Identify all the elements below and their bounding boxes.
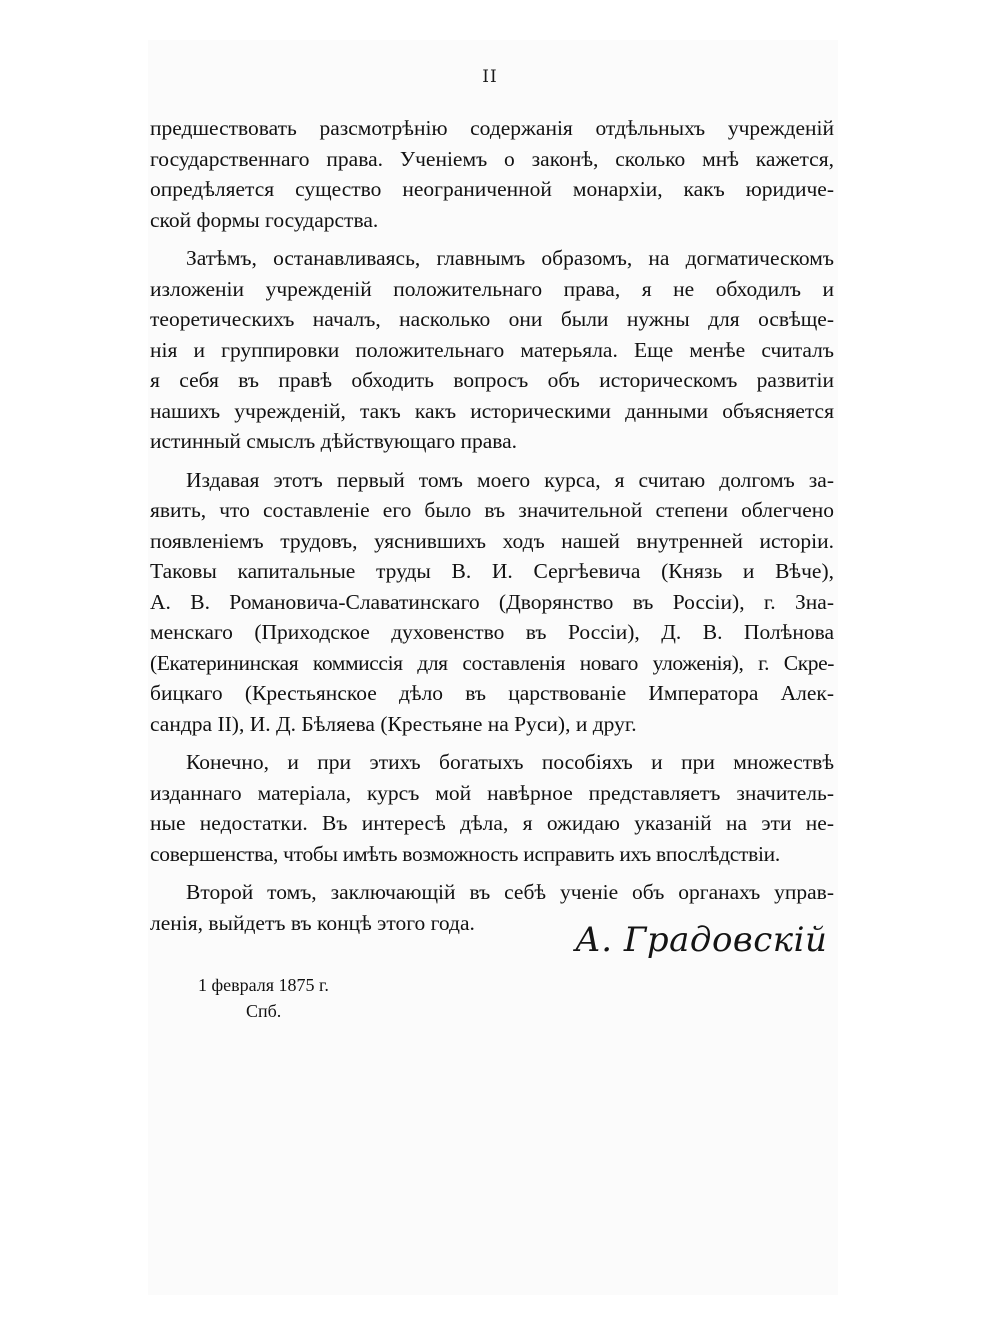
text-line: изложеніи учрежденій положительнаго права, я не обходилъ и xyxy=(150,276,834,301)
text-line: Таковы капитальные труды В. И. Сергѣевича (Князь и Вѣче), xyxy=(150,559,834,583)
text-line: ской формы государства. xyxy=(150,207,379,232)
dateline xyxy=(198,972,329,1024)
handwritten-signature xyxy=(575,920,828,980)
paragraph xyxy=(150,747,834,869)
text-line: Издавая этотъ первый томъ моего курса, я считаю долгомъ за- xyxy=(186,467,834,492)
text-line: я себя въ правѣ обходить вопросъ объ историческомъ развитіи xyxy=(150,368,834,392)
text-line: бицкаго (Крестьянское дѣло въ царствованіе Императора Алек- xyxy=(150,681,834,705)
signature-text: А. Градовскій xyxy=(575,920,828,960)
paragraph xyxy=(150,243,834,457)
text-line: менскаго (Приходское духовенство въ Россіи), Д. В. Полѣнова xyxy=(150,620,834,644)
text-line: предшествовать разсмотрѣнію содержанія отдѣльныхъ учрежденій xyxy=(150,116,834,140)
text-line: (Екатерининская коммиссія для составленія новаго уложенія), г. Скре- xyxy=(150,650,834,675)
text-line: появленіемъ трудовъ, уяснившихъ ходъ нашей внутренней исторіи. xyxy=(150,528,834,553)
text-line: Второй томъ, заключающій въ себѣ ученіе объ органахъ управ- xyxy=(186,880,834,904)
text-line: нія и группировки положительнаго матерьяла. Еще менѣе считалъ xyxy=(150,337,834,362)
paragraph xyxy=(150,465,834,740)
text-line: государственнаго права. Ученіемъ о законѣ, сколько мнѣ кажется, xyxy=(150,146,834,171)
paragraph xyxy=(150,113,834,235)
text-line: изданнаго матеріала, курсъ мой навѣрное представляетъ значитель- xyxy=(150,780,834,805)
text-line: явить, что составленіе его было въ значительной степени облегчено xyxy=(150,498,834,522)
text-line: Конечно, и при этихъ богатыхъ пособіяхъ и при множествѣ xyxy=(186,750,834,774)
text-line: Затѣмъ, останавливаясь, главнымъ образомъ, на догматическомъ xyxy=(186,246,834,270)
text-line: опредѣляется существо неограниченной монархіи, какъ юридиче- xyxy=(150,177,834,201)
place-text: Спб. xyxy=(246,1001,282,1021)
page-number: II xyxy=(482,67,498,87)
text-line: ленія, выйдетъ въ концѣ этого года. xyxy=(150,910,475,935)
date-text: 1 февраля 1875 г. xyxy=(198,975,329,995)
text-line: истинный смыслъ дѣйствующаго права. xyxy=(150,429,518,453)
text-line: совершенства, чтобы имѣть возможность исправить ихъ впослѣдствіи. xyxy=(150,841,780,866)
body-text xyxy=(150,113,834,938)
text-line: А. В. Романовича-Славатинскаго (Дворянство въ Россіи), г. Зна- xyxy=(150,589,834,614)
text-line: теоретическихъ началъ, насколько они были нужны для освѣще- xyxy=(150,307,834,331)
text-line: ные недостатки. Въ интересѣ дѣла, я ожидаю указаній на эти не- xyxy=(150,811,834,835)
text-line: нашихъ учрежденій, такъ какъ историческими данными объясняется xyxy=(150,398,834,423)
text-line: сандра II), И. Д. Бѣляева (Крестьяне на Руси), и друг. xyxy=(150,711,637,736)
